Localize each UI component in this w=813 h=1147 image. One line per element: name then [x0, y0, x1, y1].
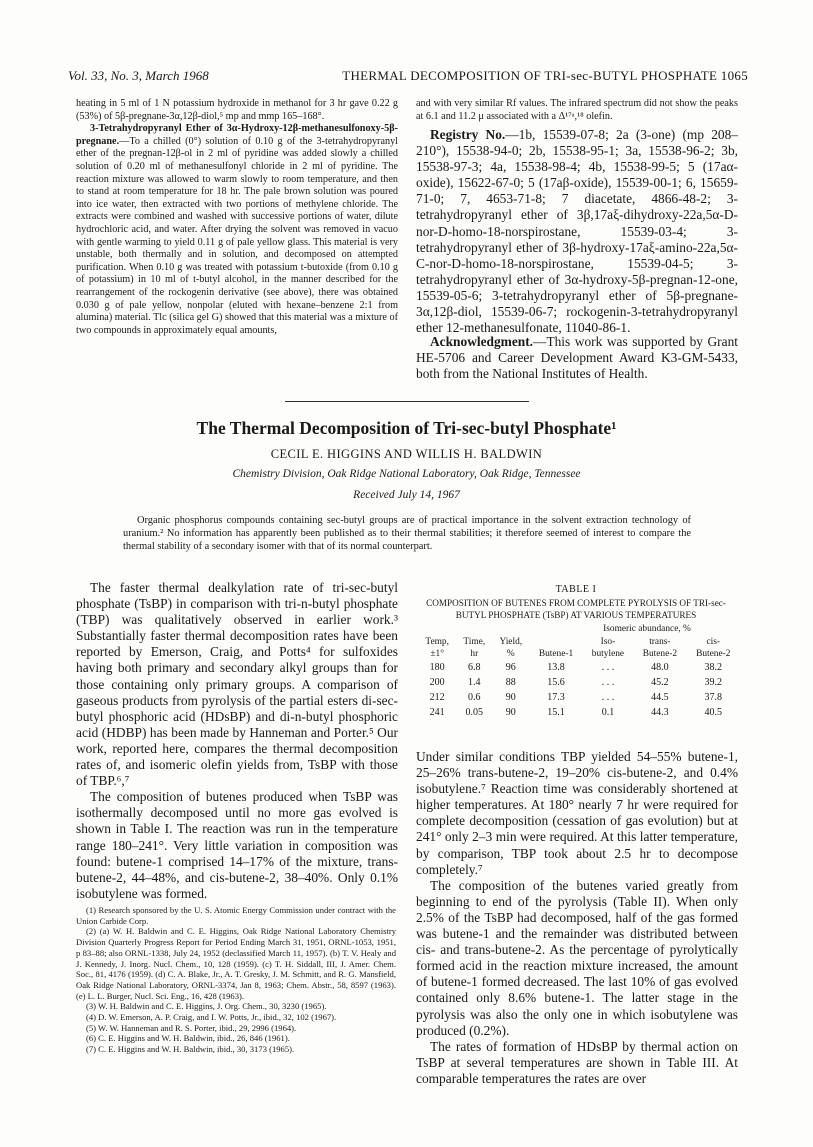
- table-group-header-label: Isomeric abundance, %: [599, 624, 695, 634]
- table-cell: 38.2: [704, 662, 723, 673]
- prev-paragraph-right: and with very similar Rf values. The infrared spectrum did not show the peaks at 6.1 and 11.2 μ associated with a Δ¹⁷ᵃ,¹⁸ olefin.: [416, 98, 738, 122]
- table-label: TABLE I: [555, 584, 597, 595]
- col-header-yield: Yield,: [499, 636, 523, 647]
- col-header-cis: cis-: [706, 636, 721, 647]
- col-header-yield-unit: %: [506, 648, 515, 659]
- article-title: The Thermal Decomposition of Tri-sec-butyl Phosphate¹: [196, 418, 617, 438]
- table-cell: 88: [505, 677, 516, 688]
- col-header-butene1: Butene-1: [538, 648, 574, 659]
- footnote: (4) D. W. Emerson, A. P. Craig, and I. W. Potts, Jr., ibid., 32, 102 (1967).: [86, 1012, 337, 1023]
- table-cell: 90: [505, 692, 516, 703]
- results-paragraph: The composition of butenes produced when TsBP was isothermally decomposed until no more gas evolved is shown in Table I. The reaction was run in the temperature range 180–241°. Very little variation in composition was found: butene-1 comprised 14–17% of the mixture, trans-butene-2, 44–48%, and cis-butene-2, 38–40%. Only 0.1% isobutylene was formed.: [76, 789, 398, 901]
- table-cell: 0.05: [465, 707, 484, 718]
- registry-body: —1b, 15539-07-8; 2a (3-one) (mp 208–210°), 15538-94-0; 2b, 15538-95-1; 3a, 15538-96-2; 3b, 15538-97-3; 4a, 15538-98-4; 4b, 15538-99-5; 5 (17aα-oxide), 15622-67-0; 5 (17aβ-oxide), 15539-00-1; 6, 15659-71-0; 7, 4653-71-8; 7 diacetate, 4866-48-2; 3-tetrahydropyranyl ether of 3β,17aξ-dihydroxy-22a,5α-D-nor-D-homo-18-norspirostane, 15539-03-4; 3-tetrahydropyranyl ether of 3β-hydroxy-17aξ-amino-22a,5α-C-nor-D-homo-18-norspirostane, 15539-04-5; 3-tetrahydropyranyl ether of 3α-hydroxy-5β-pregnan-12-one, 15539-05-6; 3-tetrahydropyranyl ether of 5β-pregnane-3α,12β-diol, 15539-06-7; rockogenin-3-tetrahydropyranyl ether 12-methanesulfonate, 11040-86-1.: [416, 127, 739, 336]
- table-row: [418, 675, 740, 690]
- table-row: [418, 690, 740, 705]
- col-header-butene1-spacer: [529, 636, 582, 648]
- table-cell: 0.1: [601, 707, 615, 718]
- right-paragraph-1: Under similar conditions TBP yielded 54–55% butene-1, 25–26% trans-butene-2, 19–20% cis-butene-2, and 0.4% isobutylene.⁷ Reaction time was considerably shortened at higher temperatures. At 180° nearly 7 hr were required for complete decomposition (cessation of gas evolution) but at 241° only 2–3 min were required. At this latter temperature, by comparison, TBP took about 2.5 hr to decompose completely.⁷: [416, 749, 738, 877]
- procedure-body: —To a chilled (0°) solution of 0.10 g of the 3-tetrahydropyranyl ether of the pregnan-12β-ol in 2 ml of pyridine was added slowly a chilled solution of 0.20 ml of methanesulfonyl chloride in 2 ml of pyridine. The reaction mixture was allowed to warm slowly to room temperature, and then to stand at room temperature for 18 hr. The pale brown solution was poured into ice water, then extracted with two portions of methylene chloride. The extracts were combined and washed with successive portions of water, dilute hydrochloric acid, and water. After drying the solvent was removed in vacuo with gentle warming to yield 0.11 g of pale yellow glass. This material is very unstable, both thermally and in solution, and decomposed on attempted purification. When 0.10 g was treated with potassium t-butoxide (from 0.10 g of potassium) in 10 ml of t-butyl alcohol, in the manner described for the rearrangement of the rockogenin derivative (see above), there was obtained 0.030 g of pale yellow, nonpolar (eluted with hexane–benzene 2:1 from alumina) material. Tlc (silica gel G) showed that this material was a mixture of two compounds in approximately equal amounts,: [76, 135, 398, 336]
- article-right-column: [416, 749, 738, 1087]
- data-table: [418, 636, 740, 720]
- table-cell: 48.0: [651, 662, 669, 673]
- table-cell: 1.4: [468, 677, 481, 688]
- table-cell: 17.3: [547, 692, 565, 703]
- col-header-time: Time,: [463, 636, 486, 647]
- registry-heading: Registry No.: [430, 127, 506, 142]
- prev-right-column: [416, 98, 738, 123]
- table-cell: 44.5: [651, 692, 669, 703]
- table-cell: . . .: [601, 662, 615, 673]
- journal-volume: Vol. 33, No. 3, March 1968: [68, 68, 209, 83]
- prev-procedure: [76, 123, 398, 337]
- table-cell: 37.8: [704, 692, 723, 703]
- article-abstract: Organic phosphorus compounds containing sec-butyl groups are of practical importance in the solvent extraction technology of uranium.² No information has apparently been published as to their thermal stabilities; it therefore seemed of interest to compare the thermal stability of a secondary isomer with that of its normal counterpart.: [123, 515, 691, 552]
- table-cell: 212: [429, 692, 445, 703]
- footnote: (1) Research sponsored by the U. S. Atomic Energy Commission under contract with the Union Carbide Corp.: [76, 905, 396, 926]
- col-header-temp: Temp,: [425, 636, 449, 647]
- table-cell: 44.3: [651, 707, 669, 718]
- col-header-trans-2: Butene-2: [642, 648, 678, 659]
- col-header-cis-2: Butene-2: [696, 648, 731, 659]
- section-divider: [285, 401, 529, 402]
- col-header-temp-unit: ±1°: [430, 648, 444, 659]
- procedure-heading: 3-Tetrahydropyranyl Ether of 3α-Hydroxy-12β-methanesulfonoxy-5β-pregnane.: [76, 123, 398, 147]
- col-header-trans: trans-: [649, 636, 671, 647]
- table-cell: . . .: [601, 692, 615, 703]
- running-header: [68, 68, 748, 86]
- table-cell: 96: [505, 662, 516, 673]
- table-cell: 200: [429, 677, 445, 688]
- acknowledgment-heading: Acknowledgment.: [430, 334, 534, 349]
- registry-section: [416, 127, 738, 336]
- intro-paragraph: The faster thermal dealkylation rate of tri-sec-butyl phosphate (TsBP) in comparison with tri-n-butyl phosphate (TBP) was qualitatively observed in earlier work.³ Substantially faster thermal decomposition rates have been reported by Emerson, Craig, and Potts⁴ for sulfoxides having both primary and secondary alkyl groups than for those containing only primary groups. A comparison of gaseous products from pyrolysis of the partial esters di-sec-butyl phosphoric acid (HDsBP) and di-n-butyl phosphoric acid (HDBP) has been made by Hanneman and Porter.⁵ Our work, reported here, compares the thermal decomposition rates of, and isomeric olefin yields from, TsBP with those of TBP.⁶,⁷: [76, 580, 398, 789]
- table-header-row: [418, 636, 740, 648]
- col-header-iso-2: butylene: [591, 648, 625, 659]
- acknowledgment-section: [416, 334, 738, 382]
- footnote: (6) C. E. Higgins and W. H. Baldwin, ibid., 26, 846 (1961).: [86, 1033, 290, 1044]
- running-title: THERMAL DECOMPOSITION OF TRI-sec-BUTYL PHOSPHATE 1065: [342, 68, 748, 83]
- article-authors: CECIL E. HIGGINS AND WILLIS H. BALDWIN: [270, 447, 543, 461]
- table-header-row-2: [418, 648, 740, 660]
- right-paragraph-3: The rates of formation of HDsBP by thermal action on TsBP at several temperatures are shown in Table III. At comparable temperatures the rates are over: [416, 1038, 738, 1086]
- footnotes: [76, 905, 396, 1055]
- table-cell: 15.1: [547, 707, 565, 718]
- table-cell: 15.6: [547, 677, 565, 688]
- footnote: (2) (a) W. H. Baldwin and C. E. Higgins, Oak Ridge National Laboratory Chemistry Division Quarterly Progress Report for Period Ending March 31, 1951, ORNL-1053, 1951, p 83–88; also ORNL-1338, July 24, 1952 (declassified March 11, 1957). (b) T. V. Healy and J. Kennedy, J. Inorg. Nucl. Chem., 10, 128 (1959). (c) T. H. Siddall, III, J. Amer. Chem. Soc., 81, 4176 (1959). (d) C. A. Blake, Jr., A. T. Gresky, J. M. Schmitt, and R. G. Mansfield, Oak Ridge National Laboratory, ORNL-3374, Jan 8, 1963; Chem. Abstr., 58, 8597 (1963). (e) L. L. Burger, Nucl. Sci. Eng., 16, 428 (1963).: [76, 926, 396, 1001]
- prev-left-column: [76, 98, 398, 337]
- table-row: [418, 705, 740, 720]
- table-cell: 13.8: [547, 662, 565, 673]
- footnote: (3) W. H. Baldwin and C. E. Higgins, J. Org. Chem., 30, 3230 (1965).: [86, 1001, 327, 1012]
- received-date: Received July 14, 1967: [353, 489, 460, 501]
- registry-numbers: [416, 127, 738, 336]
- right-paragraph-2: The composition of the butenes varied greatly from beginning to end of the pyrolysis (Table II). When only 2.5% of the TsBP had decomposed, half of the gas formed was butene-1 and the remainder was distributed between cis- and trans-butene-2. As the percentage of pyrolytically formed acid in the reaction mixture increased, the amount of butene-1 formed decreased. The last 10% of gas evolved contained only 8.6% butene-1. The latter stage in the pyrolysis was also the only one in which isobutylene was produced (0.2%).: [416, 877, 738, 1038]
- acknowledgment-body: —This work was supported by Grant HE-5706 and Career Development Award K3-GM-5433, both from the National Institutes of Health.: [416, 334, 738, 382]
- table-group-header: [555, 624, 739, 634]
- table-cell: 0.6: [468, 692, 481, 703]
- table-cell: 90: [505, 707, 516, 718]
- col-header-iso: Iso-: [600, 636, 616, 647]
- table-cell: 241: [429, 707, 445, 718]
- table-row: [418, 660, 740, 675]
- table-cell: 6.8: [468, 662, 481, 673]
- table-cell: . . .: [601, 677, 615, 688]
- footnote: (7) C. E. Higgins and W. H. Baldwin, ibid., 30, 3173 (1965).: [86, 1044, 295, 1055]
- article-affiliation: Chemistry Division, Oak Ridge National Laboratory, Oak Ridge, Tennessee: [232, 468, 581, 480]
- table-cell: 180: [429, 662, 445, 673]
- footnote: (5) W. W. Hanneman and R. S. Porter, ibid., 29, 2996 (1964).: [86, 1022, 297, 1033]
- table-cell: 39.2: [704, 677, 723, 688]
- col-header-time-unit: hr: [470, 648, 479, 659]
- prev-paragraph: heating in 5 ml of 1 N potassium hydroxide in methanol for 3 hr gave 0.22 g (53%) of 5β-pregnane-3α,12β-diol,⁵ mp and mmp 165–168°.: [76, 98, 398, 122]
- article-left-column: [76, 580, 398, 902]
- acknowledgment: [416, 334, 738, 382]
- table-cell: 40.5: [704, 707, 723, 718]
- table-cell: 45.2: [651, 677, 669, 688]
- table-caption: COMPOSITION OF BUTENES FROM COMPLETE PYROLYSIS OF TRI-sec-BUTYL PHOSPHATE (TsBP) AT VARIOUS TEMPERATURES: [426, 598, 726, 620]
